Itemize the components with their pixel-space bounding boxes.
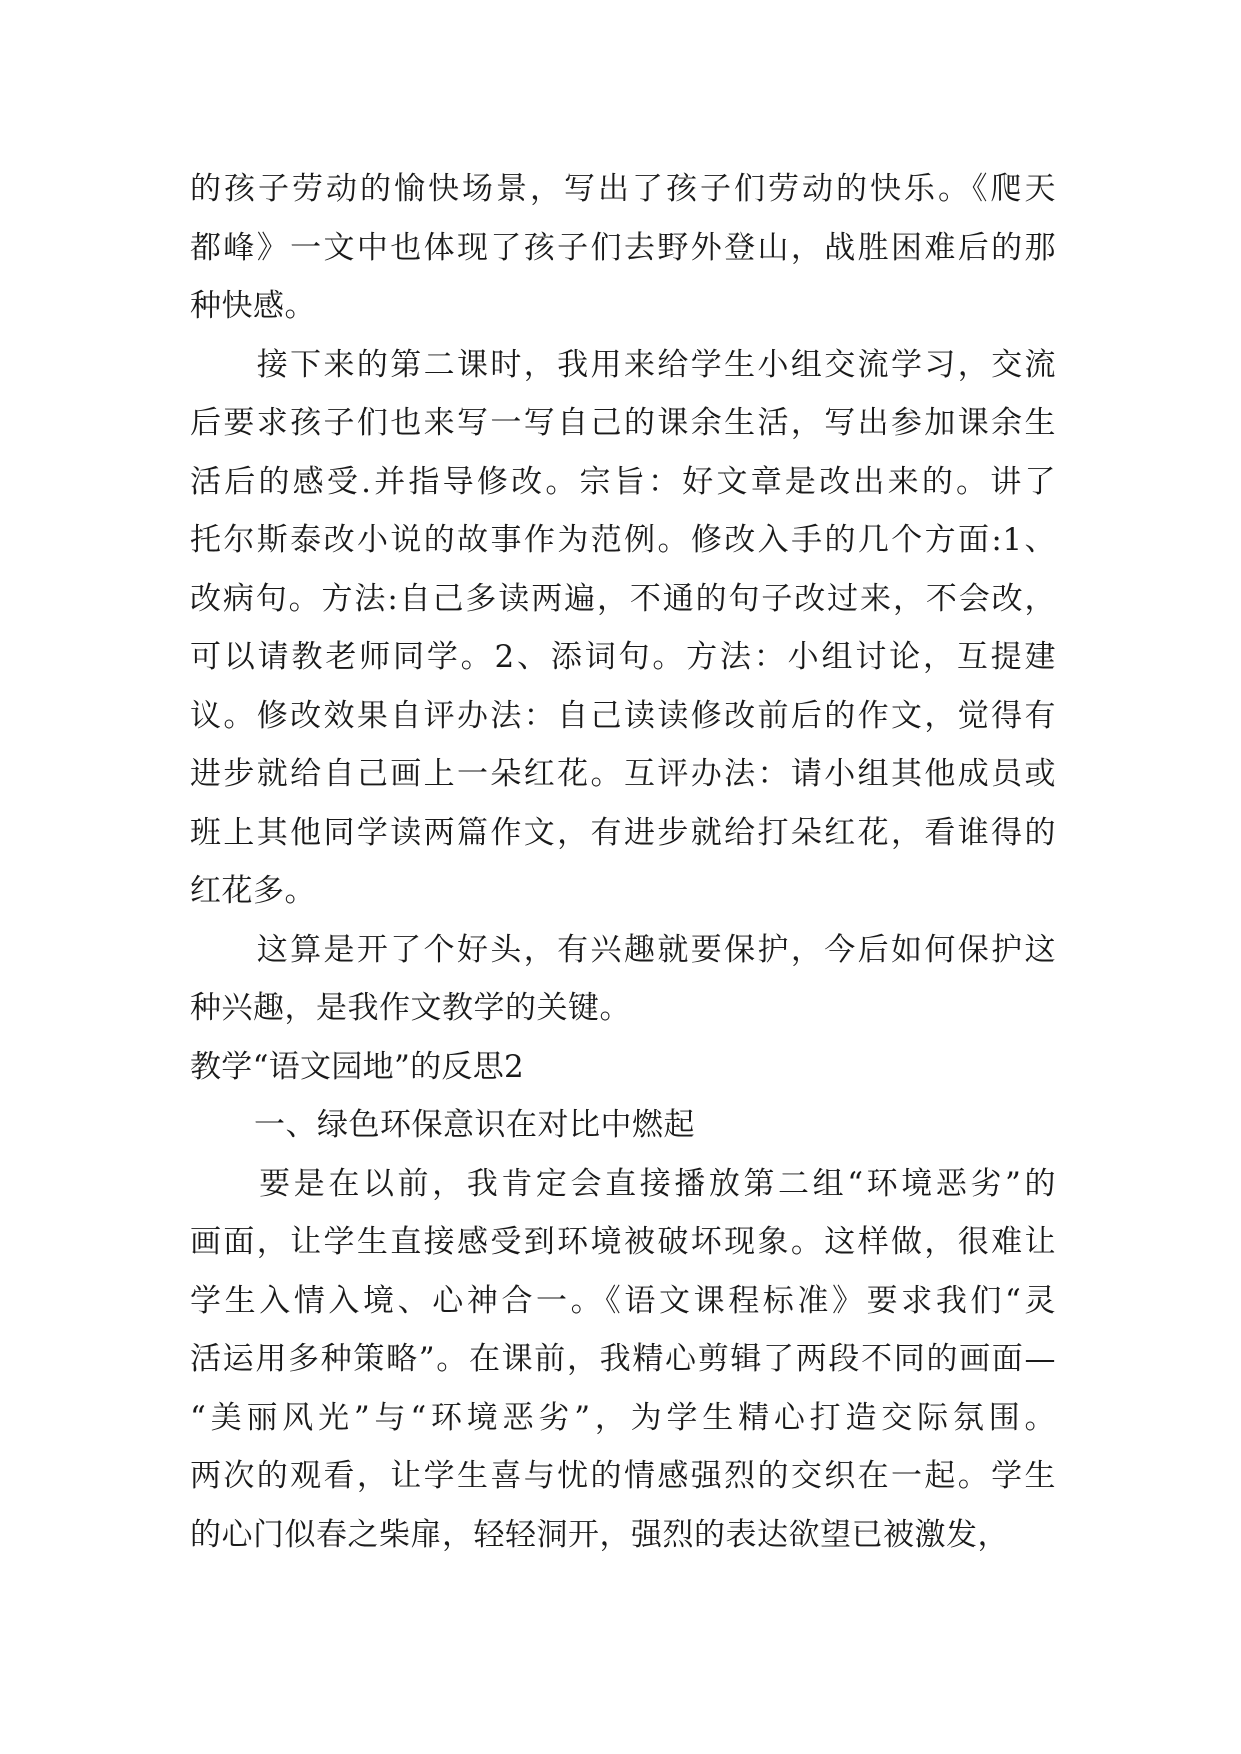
text-line: 教学“语文园地”的反思2	[190, 1048, 525, 1085]
text-line: 红花多。	[190, 873, 316, 909]
text-line: 画面，让学生直接感受到环境被破坏现象。这样做，很难让	[190, 1224, 1056, 1260]
text-line: 种兴趣，是我作文教学的关键。	[190, 990, 631, 1026]
paragraph	[190, 1155, 1056, 1565]
text-line: 进步就给自己画上一朵红花。互评办法：请小组其他成员或	[190, 756, 1056, 792]
text-line: 后要求孩子们也来写一写自己的课余生活，写出参加课余生	[190, 405, 1056, 441]
text-line: 的孩子劳动的愉快场景，写出了孩子们劳动的快乐。《爬天	[190, 171, 1056, 207]
document-body	[190, 160, 1056, 1564]
text-line: 可以请教老师同学。2、添词句。方法：小组讨论，互提建	[190, 639, 1056, 675]
text-line: 都峰》一文中也体现了孩子们去野外登山，战胜困难后的那	[190, 229, 1056, 266]
section-subheading	[190, 1096, 1056, 1155]
text-line: 班上其他同学读两篇作文，有进步就给打朵红花，看谁得的	[190, 814, 1056, 851]
text-line: 两次的观看，让学生喜与忧的情感强烈的交织在一起。学生	[190, 1458, 1056, 1494]
text-line: 议。修改效果自评办法：自己读读修改前后的作文，觉得有	[190, 697, 1056, 734]
text-line: 的心门似春之柴扉，轻轻洞开，强烈的表达欲望已被激发，	[190, 1516, 1009, 1553]
paragraph	[190, 921, 1056, 1038]
text-line: 接下来的第二课时，我用来给学生小组交流学习，交流	[190, 346, 1056, 383]
text-line: 一、绿色环保意识在对比中燃起	[254, 1107, 695, 1143]
document-page	[190, 160, 1056, 1564]
text-line: 活后的感受.并指导修改。宗旨：好文章是改出来的。讲了	[190, 463, 1056, 500]
text-line: “美丽风光”与“环境恶劣”，为学生精心打造交际氛围。	[190, 1399, 1056, 1436]
paragraph	[190, 160, 1056, 336]
text-line: 活运用多种策略”。在课前，我精心剪辑了两段不同的画面—	[190, 1341, 1056, 1377]
text-line: 改病句。方法:自己多读两遍，不通的句子改过来，不会改，	[190, 580, 1056, 617]
text-line: 要是在以前，我肯定会直接播放第二组“环境恶劣”的	[190, 1165, 1056, 1202]
text-line: 学生入情入境、心神合一。《语文课程标准》要求我们“灵	[190, 1282, 1056, 1319]
text-line: 种快感。	[190, 288, 316, 324]
section-heading	[190, 1038, 1056, 1097]
paragraph	[190, 336, 1056, 921]
text-line: 托尔斯泰改小说的故事作为范例。修改入手的几个方面:1、	[190, 522, 1056, 558]
text-line: 这算是开了个好头，有兴趣就要保护，今后如何保护这	[190, 931, 1056, 968]
